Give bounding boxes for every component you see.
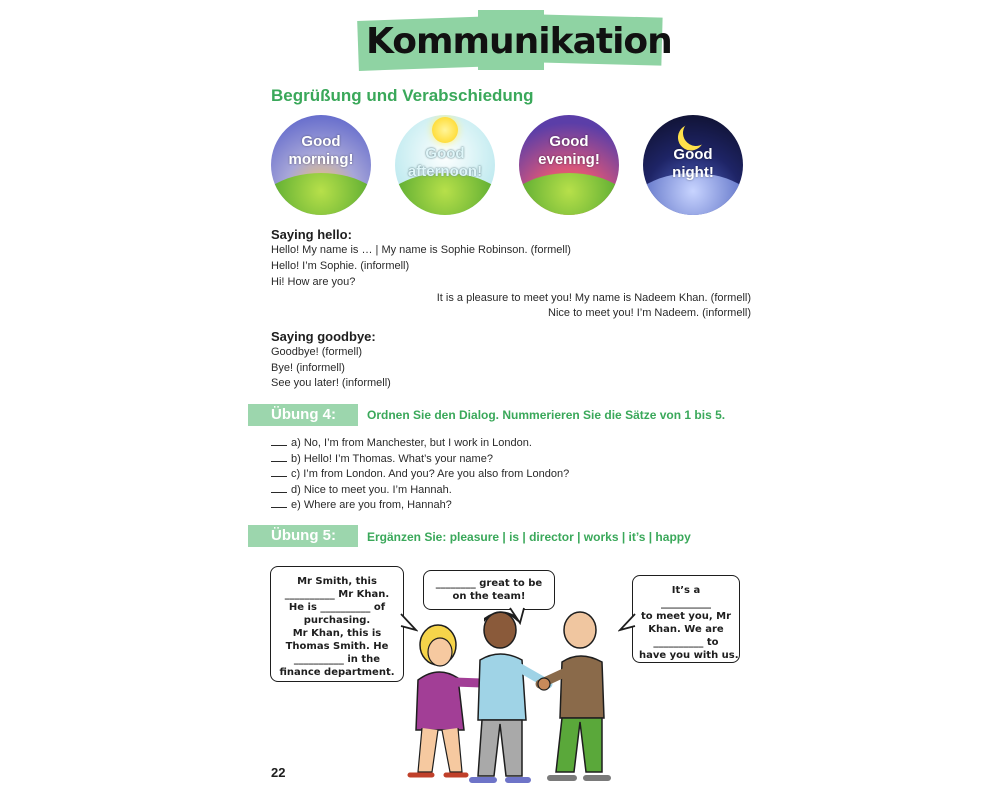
page-title: Kommunikation (366, 21, 672, 62)
answer-blank[interactable] (271, 483, 287, 493)
answer-blank[interactable] (271, 452, 287, 462)
saying-hello-heading: Saying hello: (271, 227, 352, 242)
good-afternoon-image (395, 115, 495, 215)
exercise-4-instruction: Ordnen Sie den Dialog. Nummerieren Sie die Sätze von 1 bis 5. (367, 408, 726, 422)
page-number: 22 (271, 765, 286, 780)
exercise-4-label: Übung 4: (248, 404, 358, 426)
speech-bubble-left: Mr Smith, this __________ Mr Khan. He is __________ of purchasing. Mr Khan, this is Thomas Smith. He __________ in the finance department. (270, 566, 404, 682)
dialog-item: e) Where are you from, Hannah? (271, 498, 452, 512)
speech-tail (618, 612, 636, 636)
man-right-figure (540, 612, 608, 778)
dialog-item: b) Hello! I’m Thomas. What’s your name? (271, 452, 493, 466)
answer-blank[interactable] (271, 467, 287, 477)
dialog-item: d) Nice to meet you. I’m Hannah. (271, 483, 452, 497)
speech-bubble-right: It’s a __________ to meet you, Mr Khan. We are __________ to have you with us. (632, 575, 740, 663)
reply-line: Nice to meet you! I’m Nadeem. (informell) (548, 307, 751, 319)
hello-line: Hello! My name is … | My name is Sophie Robinson. (formell) (271, 244, 571, 256)
good-night-image (643, 115, 743, 215)
answer-blank[interactable] (271, 498, 287, 508)
section-heading: Begrüßung und Verabschiedung (271, 86, 534, 105)
hello-line: Hello! I’m Sophie. (informell) (271, 260, 410, 272)
exercise-5-label: Übung 5: (248, 525, 358, 547)
goodbye-line: Bye! (informell) (271, 362, 345, 374)
greeting-label: Good morning! (288, 133, 354, 168)
sun-icon (432, 117, 458, 143)
reply-line: It is a pleasure to meet you! My name is Nadeem Khan. (formell) (436, 292, 751, 304)
title-banner (358, 6, 672, 76)
greeting-label: Good evening! (538, 133, 600, 168)
goodbye-line: See you later! (informell) (271, 377, 391, 389)
greeting-label: Good afternoon! (407, 145, 483, 180)
man-middle-figure (472, 611, 548, 780)
good-evening-image (519, 115, 619, 215)
moon-icon (680, 117, 712, 149)
exercise-5-instruction: Ergänzen Sie: pleasure | is | director | works | it’s | happy (367, 530, 691, 544)
hello-line: Hi! How are you? (271, 276, 356, 288)
good-morning-image (271, 115, 371, 215)
handshake (538, 678, 550, 690)
speech-bubble-middle: ________ great to be on the team! (423, 570, 555, 610)
dialog-item: c) I’m from London. And you? Are you also from London? (271, 467, 569, 481)
greeting-label: Good night! (672, 146, 714, 181)
business-people-illustration (380, 600, 620, 790)
answer-blank[interactable] (271, 436, 287, 446)
dialog-item: a) No, I’m from Manchester, but I work in London. (271, 436, 532, 450)
saying-goodbye-heading: Saying goodbye: (271, 329, 376, 344)
goodbye-line: Goodbye! (formell) (271, 346, 363, 358)
